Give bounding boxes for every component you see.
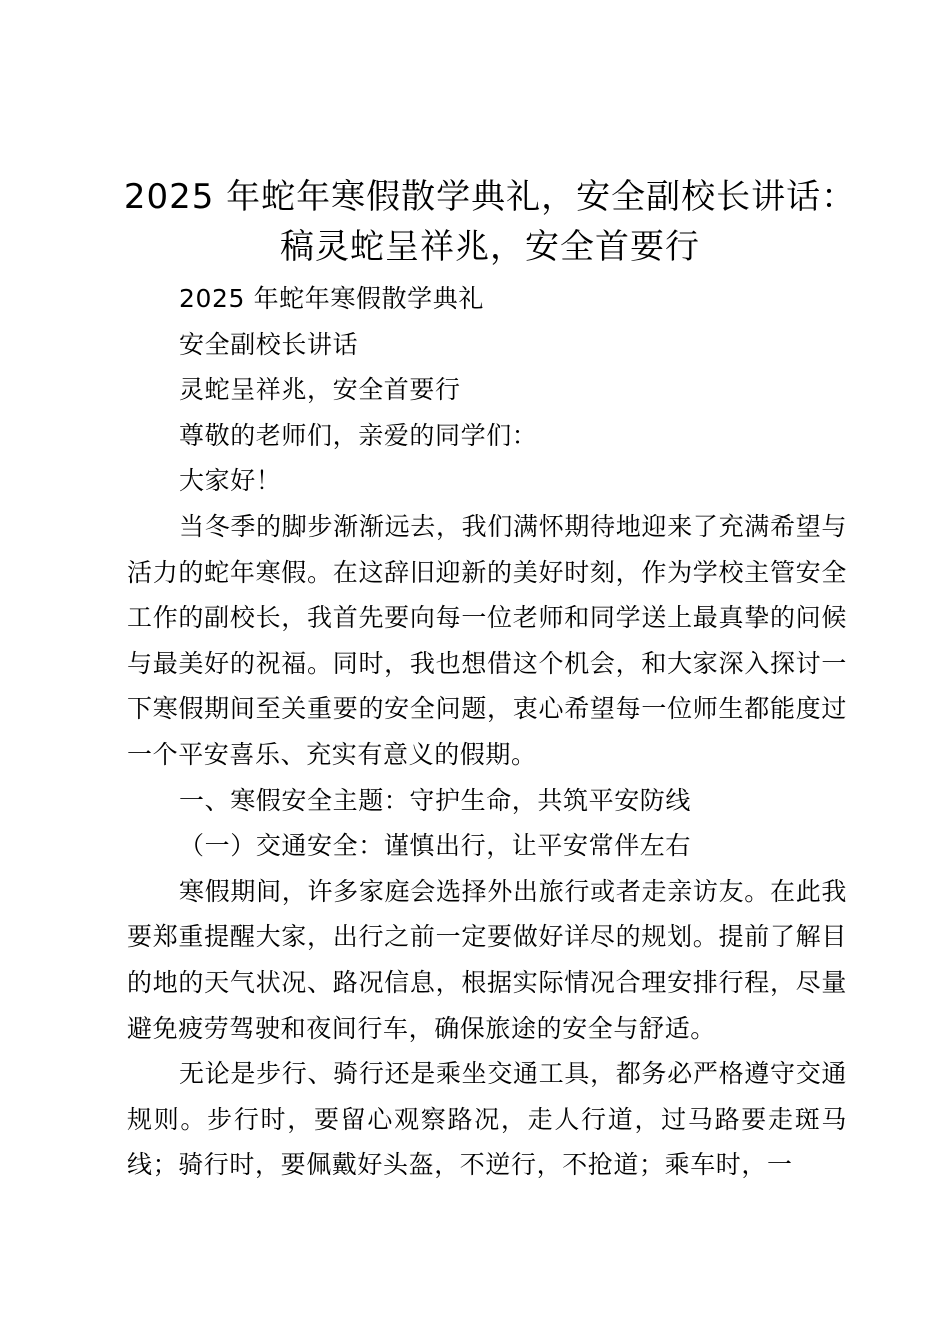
subsection-heading: （一）交通安全：谨慎出行，让平安常伴左右 bbox=[179, 831, 692, 861]
salutation: 尊敬的老师们，亲爱的同学们： bbox=[179, 420, 538, 450]
document-title bbox=[120, 172, 860, 272]
speaker-line: 安全副校长讲话 bbox=[179, 329, 359, 359]
section-heading: 一、寒假安全主题：守护生命，共筑平安防线 bbox=[179, 785, 692, 815]
event-name-line: 2025 年蛇年寒假散学典礼 bbox=[179, 284, 484, 313]
intro-paragraph: 当冬季的脚步渐渐远去，我们满怀期待地迎来了充满希望与活力的蛇年寒假。在这辞旧迎新的美好时刻，作为学校主管安全工作的副校长，我首先要向每一位老师和同学送上最真挚的问候与最美好的祝福。同时，我也想借这个机会，和大家深入探讨一下寒假期间至关重要的安全问题，衷心希望每一位师生都能度过一个平安喜乐、充实有意义的假期。 bbox=[127, 511, 847, 769]
body-paragraph: 寒假期间，许多家庭会选择外出旅行或者走亲访友。在此我要郑重提醒大家，出行之前一定要做好详尽的规划。提前了解目的地的天气状况、路况信息，根据实际情况合理安排行程，尽量避免疲劳驾驶和夜间行车，确保旅途的安全与舒适。 bbox=[127, 876, 847, 1043]
greeting: 大家好！ bbox=[179, 466, 282, 496]
title-line-1: 2025 年蛇年寒假散学典礼，安全副校长讲话： bbox=[123, 177, 857, 217]
title-line-2: 稿灵蛇呈祥兆，安全首要行 bbox=[280, 227, 700, 267]
body-paragraph: 无论是步行、骑行还是乘坐交通工具，都务必严格遵守交通规则。步行时，要留心观察路况，走人行道，过马路要走斑马线；骑行时，要佩戴好头盔，不逆行，不抢道；乘车时，一 bbox=[127, 1059, 847, 1180]
document-body bbox=[127, 276, 847, 1188]
speech-subtitle: 灵蛇呈祥兆，安全首要行 bbox=[179, 375, 461, 405]
